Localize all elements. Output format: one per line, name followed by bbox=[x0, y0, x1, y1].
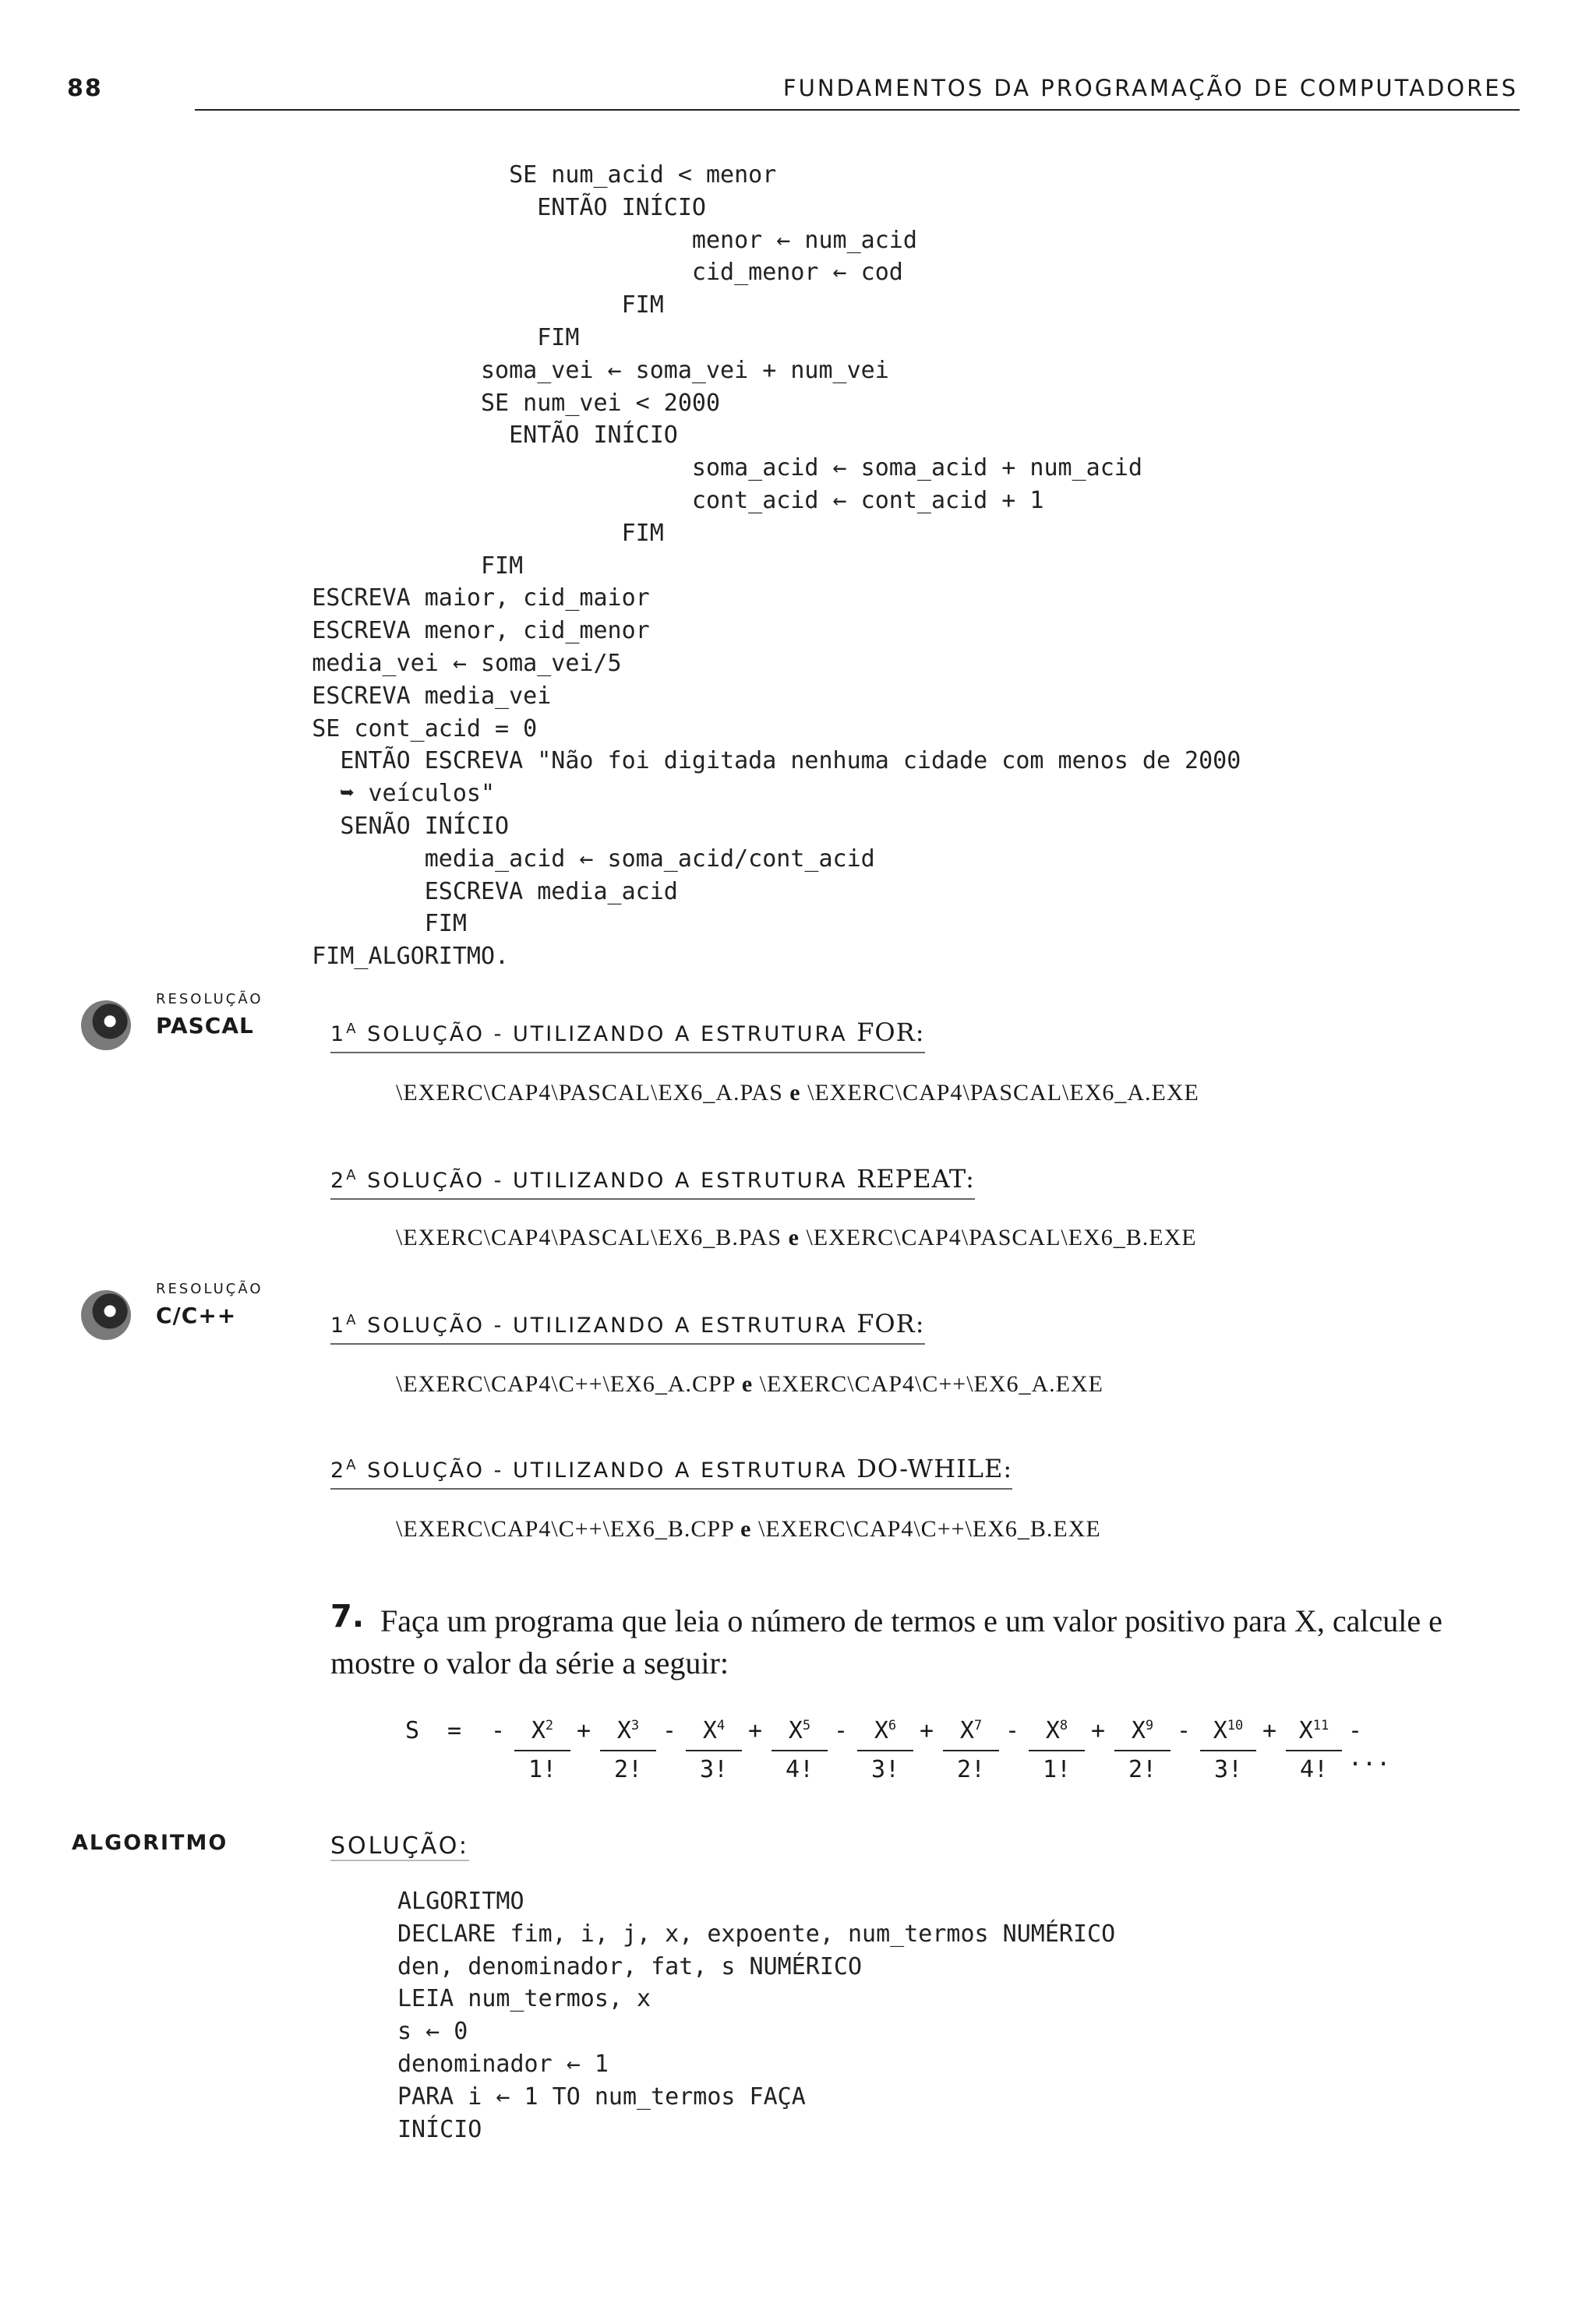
term-numerator bbox=[1286, 1717, 1342, 1751]
algorithm-code bbox=[397, 1885, 1115, 2146]
code-line: media_vei ← soma_vei/5 bbox=[256, 649, 622, 677]
executable-file-path: \EXERC\CAP4\PASCAL\EX6_B.EXE bbox=[806, 1225, 1197, 1250]
term-denominator: 3! bbox=[1213, 1756, 1243, 1783]
term-denominator: 3! bbox=[699, 1756, 729, 1783]
pascal-solution-1-files bbox=[396, 1080, 1199, 1106]
term-sign: - bbox=[1177, 1717, 1192, 1744]
solution-number: 1 bbox=[330, 1022, 347, 1046]
term-numerator bbox=[1029, 1717, 1085, 1751]
term-exponent: 2 bbox=[545, 1718, 554, 1733]
code-line: INÍCIO bbox=[397, 2115, 482, 2143]
series-term bbox=[1114, 1717, 1171, 1783]
cpp-solution-1-files bbox=[396, 1371, 1103, 1398]
badge-language-label: C/C++ bbox=[156, 1303, 237, 1328]
pascal-solution-1-heading bbox=[330, 1017, 925, 1053]
code-line: FIM bbox=[256, 323, 580, 351]
code-line: PARA i ← 1 TO num_termos FAÇA bbox=[397, 2082, 806, 2111]
series-lhs: S bbox=[405, 1717, 420, 1744]
term-numerator bbox=[600, 1717, 656, 1751]
disc-icon bbox=[81, 1290, 131, 1340]
series-term bbox=[514, 1717, 570, 1783]
algorithm-continuation bbox=[256, 159, 1241, 973]
term-denominator: 4! bbox=[1299, 1756, 1329, 1783]
term-exponent: 11 bbox=[1312, 1718, 1329, 1733]
conjunction: e bbox=[741, 1371, 754, 1397]
series-equals: = bbox=[447, 1717, 462, 1744]
solution-keyword: DO-WHILE: bbox=[856, 1454, 1013, 1483]
term-exponent: 4 bbox=[716, 1718, 726, 1733]
code-line: ESCREVA maior, cid_maior bbox=[256, 584, 650, 612]
code-line: media_acid ← soma_acid/cont_acid bbox=[256, 845, 875, 873]
code-line: FIM bbox=[256, 519, 664, 547]
series-term bbox=[1029, 1717, 1085, 1783]
solution-ordinal: A bbox=[346, 1457, 358, 1473]
code-line: cid_menor ← cod bbox=[256, 259, 903, 287]
badge-small-label: RESOLUÇÃO bbox=[156, 1281, 263, 1297]
conjunction: e bbox=[788, 1225, 800, 1250]
code-line: ESCREVA menor, cid_menor bbox=[256, 617, 650, 645]
code-line: FIM_ALGORITMO. bbox=[256, 943, 510, 971]
term-denominator: 4! bbox=[785, 1756, 814, 1783]
code-line: SENÃO INÍCIO bbox=[256, 812, 510, 840]
term-exponent: 10 bbox=[1227, 1718, 1244, 1733]
code-line: SE num_acid < menor bbox=[256, 161, 777, 189]
code-line: ➥ veículos" bbox=[256, 780, 496, 808]
question-text: Faça um programa que leia o número de termos e um valor positivo para X, calcule e mostre o valor da série a seguir: bbox=[330, 1603, 1442, 1680]
code-line: ALGORITMO bbox=[397, 1888, 524, 1915]
code-line: DECLARE fim, i, j, x, expoente, num_termos NUMÉRICO bbox=[397, 1920, 1116, 1948]
conjunction: e bbox=[740, 1516, 752, 1542]
term-base: X bbox=[1213, 1717, 1227, 1744]
term-numerator bbox=[943, 1717, 999, 1751]
term-denominator: 2! bbox=[1128, 1756, 1157, 1783]
term-numerator bbox=[686, 1717, 742, 1751]
term-sign: + bbox=[577, 1717, 591, 1744]
term-base: X bbox=[1298, 1717, 1313, 1744]
header-rule bbox=[195, 109, 1520, 111]
term-exponent: 9 bbox=[1145, 1718, 1154, 1733]
term-sign: - bbox=[1005, 1717, 1020, 1744]
solution-number: 1 bbox=[330, 1314, 347, 1338]
term-denominator: 2! bbox=[613, 1756, 643, 1783]
term-numerator bbox=[514, 1717, 570, 1751]
series-term bbox=[857, 1717, 913, 1783]
code-line: den, denominador, fat, s NUMÉRICO bbox=[397, 1952, 863, 1980]
executable-file-path: \EXERC\CAP4\PASCAL\EX6_A.EXE bbox=[807, 1080, 1199, 1106]
disc-icon bbox=[81, 1000, 131, 1050]
cpp-solution-2-heading bbox=[330, 1454, 1012, 1490]
executable-file-path: \EXERC\CAP4\C++\EX6_B.EXE bbox=[757, 1516, 1101, 1542]
source-file-path: \EXERC\CAP4\PASCAL\EX6_A.PAS bbox=[396, 1080, 783, 1106]
code-line: ENTÃO INÍCIO bbox=[256, 421, 678, 450]
solution-number: 2 bbox=[330, 1169, 347, 1193]
solution-keyword: REPEAT: bbox=[856, 1164, 975, 1194]
code-line: soma_acid ← soma_acid + num_acid bbox=[256, 454, 1142, 482]
term-exponent: 5 bbox=[802, 1718, 811, 1733]
code-line: ENTÃO ESCREVA "Não foi digitada nenhuma cidade com menos de 2000 bbox=[256, 747, 1241, 775]
term-base: X bbox=[702, 1717, 717, 1744]
solution-ordinal: A bbox=[346, 1312, 358, 1328]
term-base: X bbox=[874, 1717, 888, 1744]
solution-text: SOLUÇÃO - UTILIZANDO A ESTRUTURA bbox=[358, 1169, 857, 1193]
code-line: ESCREVA media_vei bbox=[256, 682, 552, 710]
solution-text: SOLUÇÃO - UTILIZANDO A ESTRUTURA bbox=[358, 1314, 857, 1338]
term-denominator: 2! bbox=[956, 1756, 986, 1783]
term-base: X bbox=[1131, 1717, 1146, 1744]
term-base: X bbox=[616, 1717, 631, 1744]
series-term bbox=[1200, 1717, 1256, 1783]
series-term bbox=[772, 1717, 828, 1783]
solution-text: SOLUÇÃO - UTILIZANDO A ESTRUTURA bbox=[358, 1458, 857, 1483]
code-line: ENTÃO INÍCIO bbox=[256, 193, 706, 221]
term-sign: + bbox=[920, 1717, 934, 1744]
algorithm-badge: ALGORITMO bbox=[72, 1831, 228, 1855]
term-base: X bbox=[959, 1717, 974, 1744]
solution-label: SOLUÇÃO: bbox=[330, 1832, 469, 1860]
cpp-solution-1-heading bbox=[330, 1309, 925, 1345]
term-base: X bbox=[1045, 1717, 1060, 1744]
code-line: SE num_vei < 2000 bbox=[256, 389, 721, 417]
term-sign: + bbox=[1091, 1717, 1106, 1744]
series-term bbox=[1286, 1717, 1342, 1783]
term-denominator: 1! bbox=[528, 1756, 557, 1783]
question-number: 7. bbox=[330, 1599, 365, 1635]
term-sign: - bbox=[662, 1717, 677, 1744]
source-file-path: \EXERC\CAP4\PASCAL\EX6_B.PAS bbox=[396, 1225, 782, 1250]
term-denominator: 1! bbox=[1042, 1756, 1072, 1783]
page-header bbox=[67, 75, 1518, 109]
solution-ordinal: A bbox=[346, 1021, 358, 1037]
series-term bbox=[686, 1717, 742, 1783]
term-denominator: 3! bbox=[870, 1756, 900, 1783]
code-line: cont_acid ← cont_acid + 1 bbox=[256, 486, 1044, 514]
term-exponent: 3 bbox=[630, 1718, 640, 1733]
term-sign: + bbox=[748, 1717, 763, 1744]
series-tail: - ... bbox=[1348, 1717, 1391, 1772]
executable-file-path: \EXERC\CAP4\C++\EX6_A.EXE bbox=[759, 1371, 1103, 1397]
code-line: s ← 0 bbox=[397, 2018, 468, 2046]
source-file-path: \EXERC\CAP4\C++\EX6_A.CPP bbox=[396, 1371, 736, 1397]
badge-language-label: PASCAL bbox=[156, 1013, 254, 1039]
page-number: 88 bbox=[67, 75, 103, 102]
solution-keyword: FOR: bbox=[856, 1309, 925, 1338]
code-line: SE cont_acid = 0 bbox=[256, 714, 538, 742]
term-base: X bbox=[788, 1717, 803, 1744]
term-numerator bbox=[1114, 1717, 1171, 1751]
code-line: LEIA num_termos, x bbox=[397, 1985, 651, 2013]
term-base: X bbox=[531, 1717, 546, 1744]
code-line: soma_vei ← soma_vei + num_vei bbox=[256, 356, 889, 384]
series-term bbox=[600, 1717, 656, 1783]
running-title: FUNDAMENTOS DA PROGRAMAÇÃO DE COMPUTADORES bbox=[782, 75, 1518, 101]
pascal-solution-2-files bbox=[396, 1225, 1197, 1251]
term-exponent: 7 bbox=[973, 1718, 983, 1733]
term-exponent: 8 bbox=[1059, 1718, 1068, 1733]
term-sign: - bbox=[834, 1717, 849, 1744]
solution-keyword: FOR: bbox=[856, 1017, 925, 1047]
solution-number: 2 bbox=[330, 1458, 347, 1483]
pascal-solution-2-heading bbox=[330, 1164, 975, 1200]
code-line: FIM bbox=[256, 910, 467, 938]
term-sign: - bbox=[491, 1717, 506, 1744]
code-line: ESCREVA media_acid bbox=[256, 877, 678, 905]
term-exponent: 6 bbox=[888, 1718, 897, 1733]
term-numerator bbox=[1200, 1717, 1256, 1751]
code-line: FIM bbox=[256, 291, 664, 319]
solution-ordinal: A bbox=[346, 1167, 358, 1183]
term-numerator bbox=[772, 1717, 828, 1751]
badge-small-label: RESOLUÇÃO bbox=[156, 991, 263, 1007]
source-file-path: \EXERC\CAP4\C++\EX6_B.CPP bbox=[396, 1516, 734, 1542]
code-line: FIM bbox=[256, 552, 524, 580]
term-sign: + bbox=[1262, 1717, 1277, 1744]
code-line: menor ← num_acid bbox=[256, 226, 917, 254]
cpp-solution-2-files bbox=[396, 1516, 1101, 1543]
series-term bbox=[943, 1717, 999, 1783]
solution-text: SOLUÇÃO - UTILIZANDO A ESTRUTURA bbox=[358, 1022, 857, 1046]
conjunction: e bbox=[789, 1080, 801, 1106]
code-line: denominador ← 1 bbox=[397, 2050, 609, 2078]
term-numerator bbox=[857, 1717, 913, 1751]
